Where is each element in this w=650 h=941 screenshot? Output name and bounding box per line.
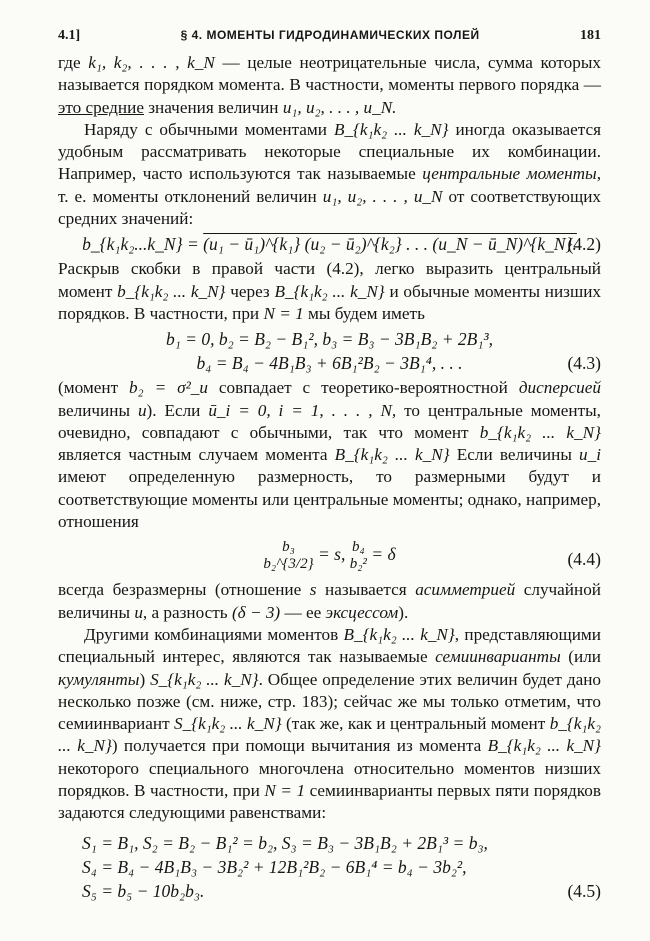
paragraph-2: Наряду с обычными моментами B_{k₁k₂ ... k_N} иногда оказывается удобным рассматривать некоторые специальные их комбинации. Например, часто используются так называемые центральные моменты, т. е. моменты отклонений величин u₁, u₂, . . . , u_N от соответствующих средних значений: xyxy=(58,119,601,229)
paragraph-5: всегда безразмерны (отношение s называется асимметрией случайной величины u, а разность (δ − 3) — ее эксцессом). xyxy=(58,580,601,622)
chapter-title: § 4. МОМЕНТЫ ГИДРОДИНАМИЧЕСКИХ ПОЛЕЙ xyxy=(180,28,480,42)
equation-number: (4.3) xyxy=(567,353,601,374)
page xyxy=(58,28,601,905)
equation-4-3: b₁ = 0, b₂ = B₂ − B₁², b₃ = B₃ − 3B₁B₂ + 2B₁³, b₄ = B₄ − 4B₁B₃ + 6B₁²B₂ − 3B₁⁴, . . . (4.3) xyxy=(165,329,601,374)
paragraph-3: Раскрыв скобки в правой части (4.2), легко выразить центральный момент b_{k₁k₂ ... k_N} через B_{k₁k₂ ... k_N} и обычные моменты низших порядков. В частности, при N = 1 мы будем иметь xyxy=(58,259,601,323)
page-number: 181 xyxy=(580,28,601,43)
paragraph-4: (момент b₂ = σ²_u совпадает с теоретико-вероятностной дисперсией величины u). Если ū_i = 0, i = 1, . . . , N, то центральные моменты, очевидно, совпадают с обычными, так что момент b_{k₁k₂ ... k_N} является частным случаем момента B_{k₁k₂ ... k_N} Если величины u_i имеют определенную размерность, то размерными будут и соответствующие моменты или центральные моменты; однако, например, отношения xyxy=(58,378,602,532)
equation-number: (4.4) xyxy=(567,549,601,570)
equation-number: (4.5) xyxy=(567,880,601,901)
paragraph-6: Другими комбинациями моментов B_{k₁k₂ ... k_N}, представляющими специальный интерес, являются так называемые семиинварианты (или кумулянты) S_{k₁k₂ ... k_N}. Общее определение этих величин будет дано несколько позже (см. ниже, стр. 183); сейчас же мы только отметим, что семиинвариант S_{k₁k₂ ... k_N} (так же, как и центральный момент b_{k₁k₂ ... k_N}) получается при помощи вычитания из момента B_{k₁k₂ ... k_N} некоторого специального многочлена относительно моментов низших порядков. В частности, при N = 1 семиинварианты первых пяти порядков задаются следующими равенствами: xyxy=(58,624,602,823)
equation-4-5: S₁ = B₁, S₂ = B₂ − B₁² = b₂, S₃ = B₃ − 3B₁B₂ + 2B₁³ = b₃, S₄ = B₄ − 4B₁B₃ − 3B₂² + 12B₁²B₂ − 6B₁⁴ = b₄ − 3b₂², S₅ = b₅ − 10b₂b₃. (4.5) xyxy=(82,832,601,901)
running-header xyxy=(58,28,601,44)
equation-number: (4.2) xyxy=(567,234,601,255)
paragraph-1: где k₁, k₂, . . . , k_N — целые неотрицательные числа, сумма которых называется порядком момента. В частности, моменты первого порядка — это средние значения величин u₁, u₂, . . . , u_N. xyxy=(58,53,601,117)
equation-4-4: b₃ b₂^{3/2} = s, b₄ b₂² = δ (4.4) xyxy=(263,539,601,573)
equation-4-2: b_{k₁k₂...k_N} = (u₁ − ū₁)^{k₁} (u₂ − ū₂)^{k₂} . . . (u_N − ū_N)^{k_N}. (4.2) xyxy=(82,234,601,255)
section-number: 4.1] xyxy=(58,28,81,43)
